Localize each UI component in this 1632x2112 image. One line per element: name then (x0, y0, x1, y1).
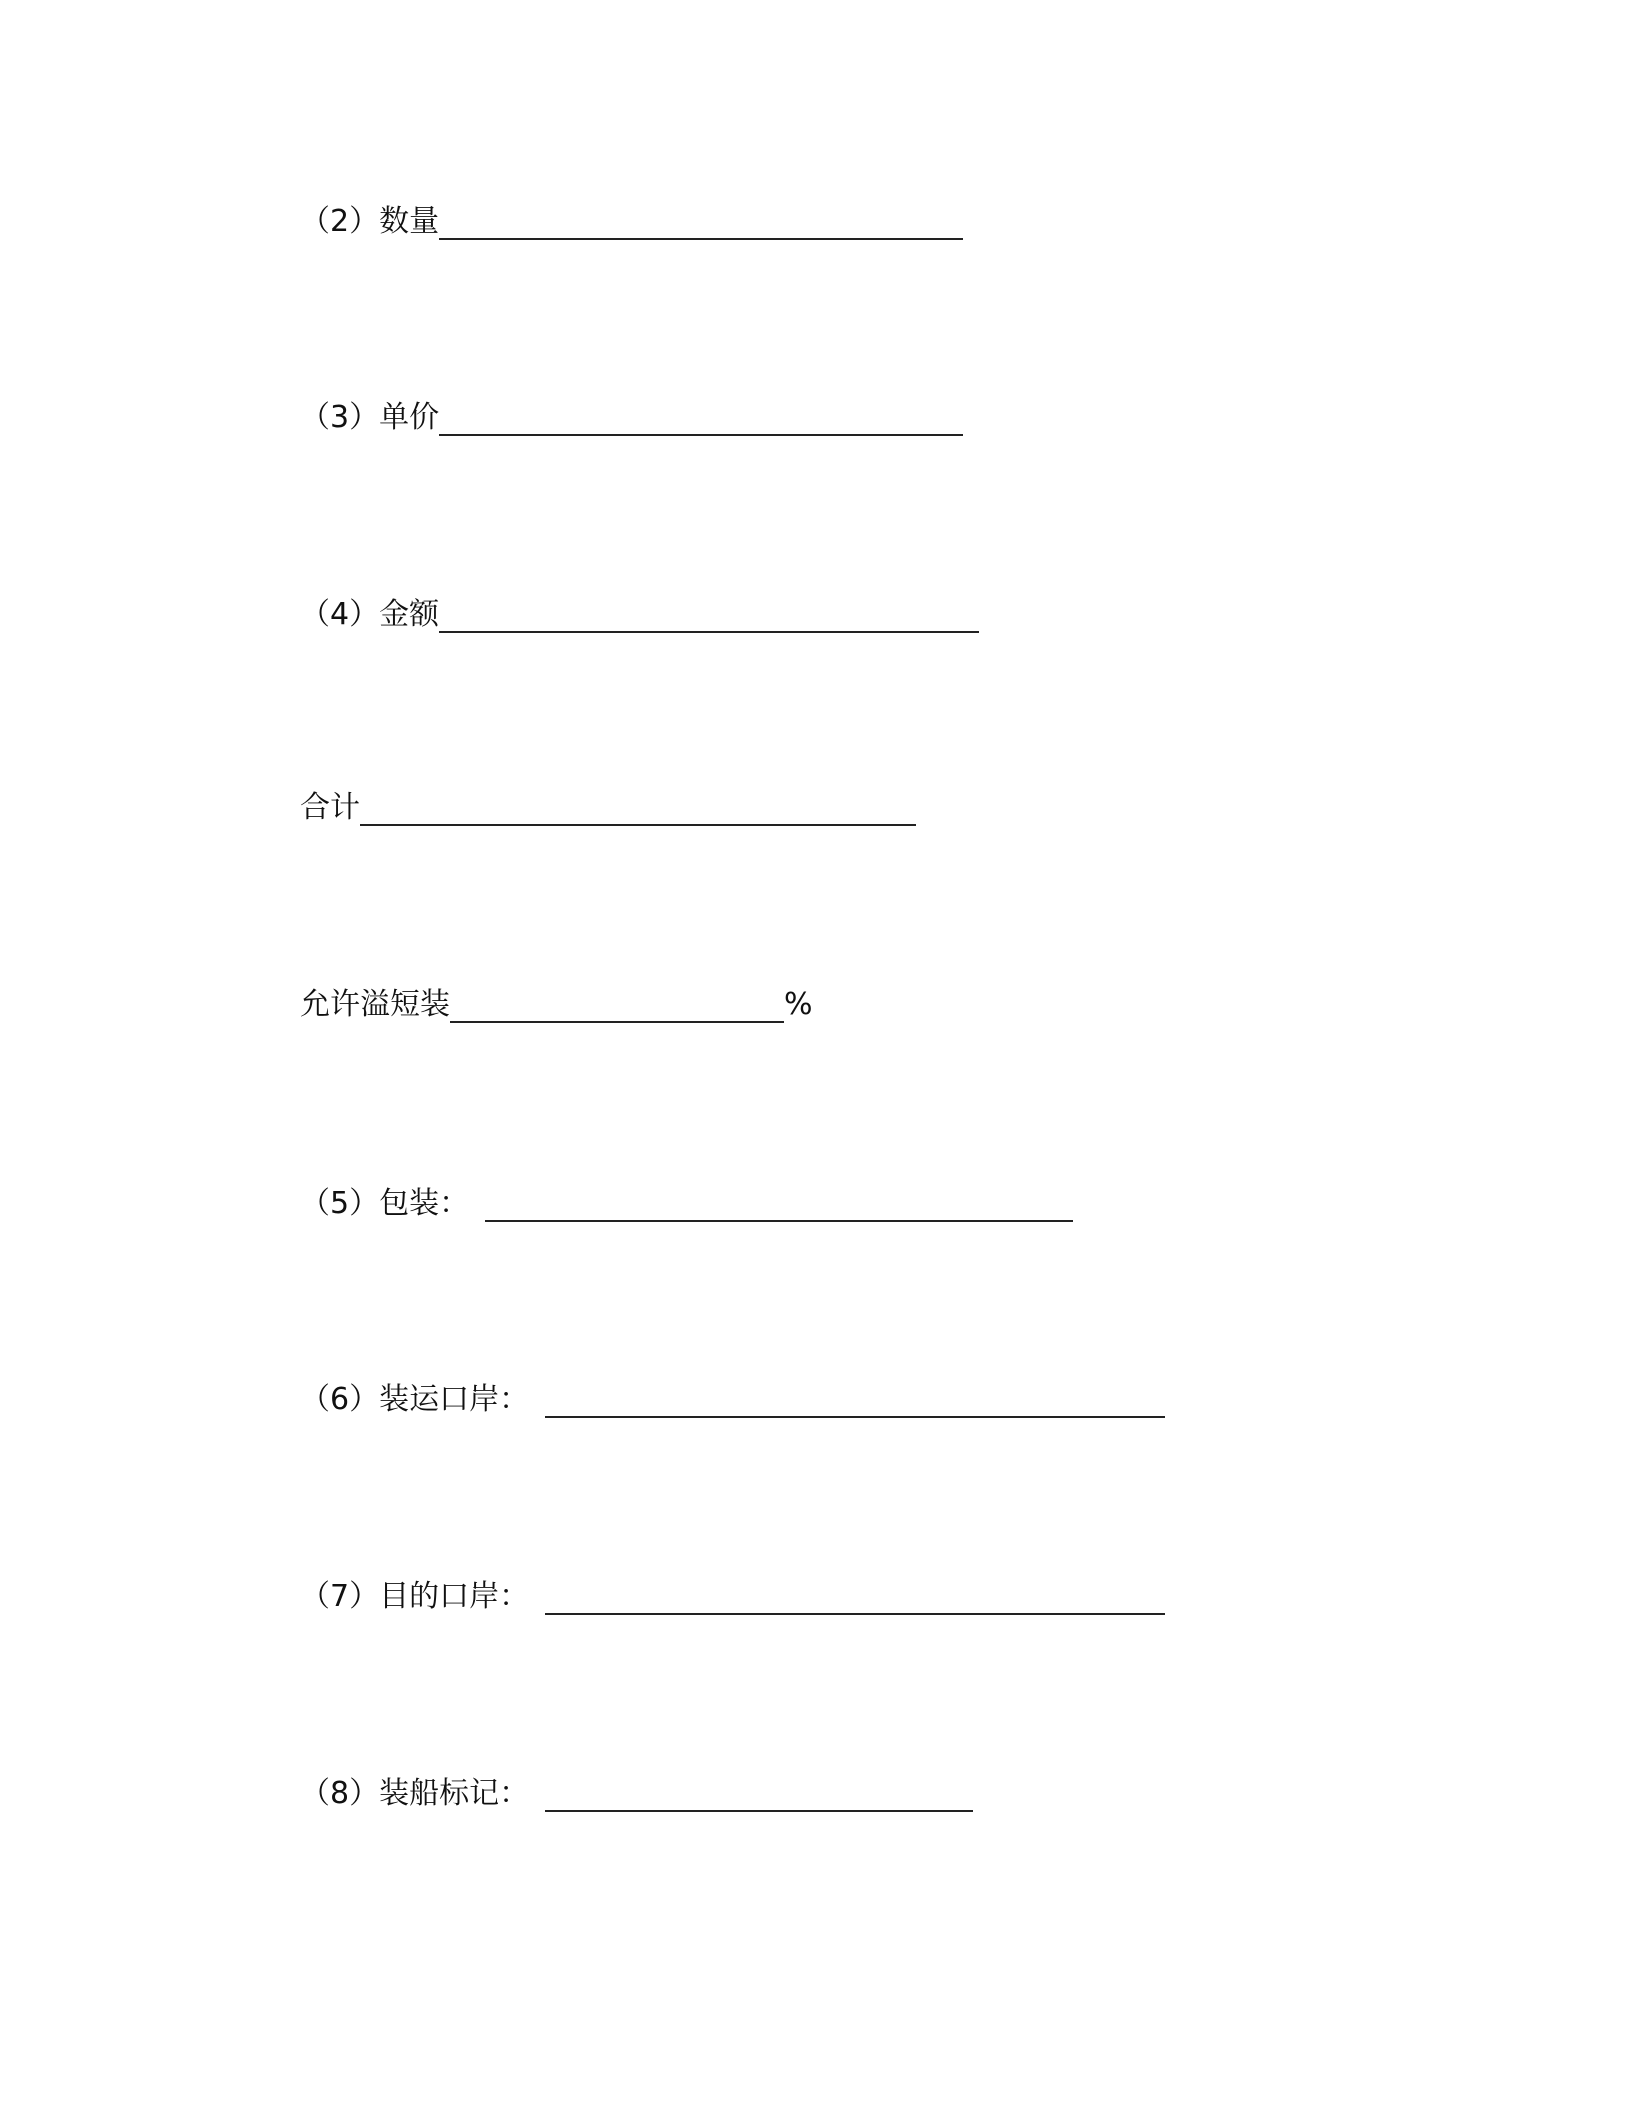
amount-label: （4）金额 (300, 597, 440, 632)
destination-port-field (300, 1575, 1165, 1615)
shipping-marks-blank-line[interactable] (545, 1810, 973, 1812)
total-label: 合计 (300, 790, 360, 825)
tolerance-blank-line[interactable] (450, 1021, 784, 1023)
quantity-blank-line[interactable] (439, 238, 963, 240)
loading-port-field (300, 1378, 1165, 1418)
tolerance-label: 允许溢短装 (300, 987, 450, 1022)
unit-price-blank-line[interactable] (439, 434, 963, 436)
tolerance-percent-suffix: % (784, 987, 813, 1022)
unit-price-field (300, 396, 963, 436)
tolerance-field (300, 983, 813, 1023)
unit-price-label: （3）单价 (300, 400, 440, 435)
amount-blank-line[interactable] (439, 631, 979, 633)
quantity-field (300, 200, 963, 240)
loading-port-label: （6）装运口岸： (300, 1382, 530, 1417)
packing-blank-line[interactable] (485, 1220, 1073, 1222)
packing-field (300, 1182, 1073, 1222)
destination-port-label: （7）目的口岸： (300, 1579, 530, 1614)
packing-label: （5）包装： (300, 1186, 470, 1221)
total-field (300, 786, 916, 826)
destination-port-blank-line[interactable] (545, 1613, 1165, 1615)
shipping-marks-label: （8）装船标记： (300, 1776, 530, 1811)
quantity-label: （2）数量 (300, 204, 440, 239)
total-blank-line[interactable] (360, 824, 916, 826)
shipping-marks-field (300, 1772, 973, 1812)
amount-field (300, 593, 979, 633)
loading-port-blank-line[interactable] (545, 1416, 1165, 1418)
